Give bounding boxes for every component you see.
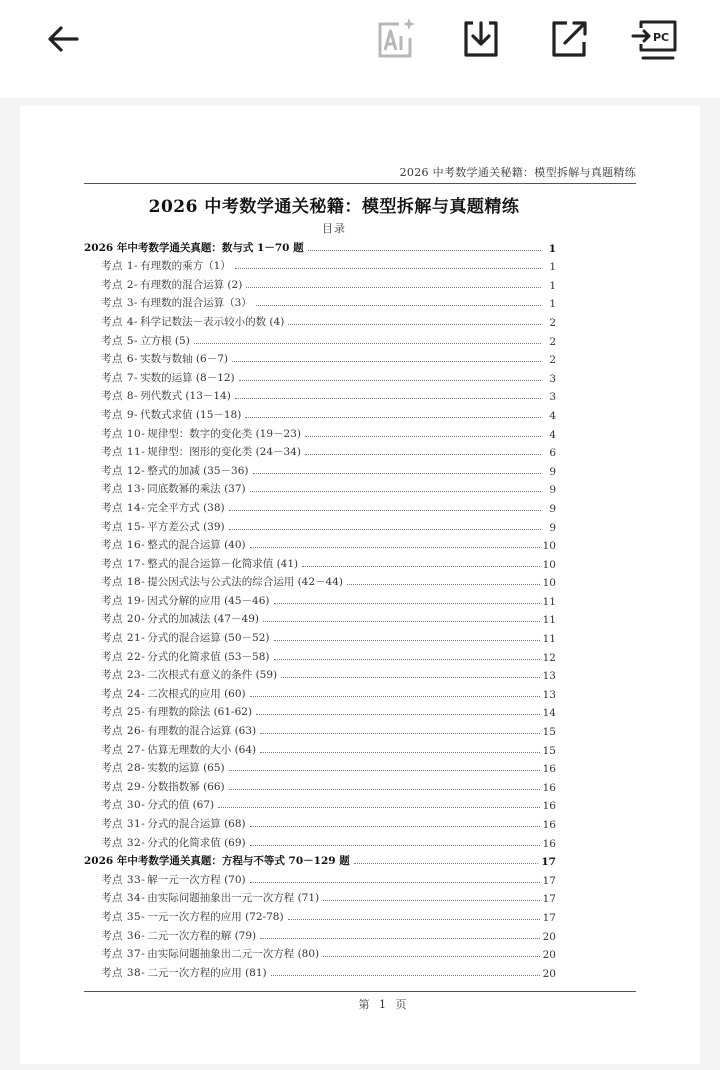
toc-entry-text: 分式的混合运算 (68) xyxy=(147,818,246,830)
toc-item-prefix: 考点 10- xyxy=(101,427,146,440)
toc-page-number: 1 xyxy=(549,279,556,292)
toc-item[interactable] xyxy=(84,943,556,962)
table-of-contents xyxy=(84,236,556,980)
toc-entry-text: 二元一次方程的解 (79) xyxy=(147,929,257,942)
document-page[interactable] xyxy=(20,106,700,1064)
toc-leader-dots xyxy=(235,268,541,269)
toc-item-prefix: 考点 20- xyxy=(101,613,146,626)
toc-item-prefix: 考点 34- xyxy=(101,892,146,905)
toc-entry-text: 一元一次方程的应用 (72-78) xyxy=(147,910,284,923)
toc-entry-text: 实数与数轴 (6－7) xyxy=(140,353,228,366)
toc-leader-dots xyxy=(250,696,540,697)
toc-item[interactable] xyxy=(84,255,556,274)
toc-page-number: 13 xyxy=(542,688,556,701)
toc-item-prefix: 考点 21- xyxy=(101,632,146,645)
toc-page-number: 1 xyxy=(548,242,556,255)
toc-entry-text: 二元一次方程的应用 (81) xyxy=(147,966,267,979)
toc-page-number: 6 xyxy=(549,447,556,460)
header-rule xyxy=(84,183,636,184)
toc-leader-dots xyxy=(323,900,539,901)
toc-item[interactable] xyxy=(84,701,556,720)
toc-item[interactable] xyxy=(84,719,556,738)
toc-item[interactable] xyxy=(84,608,556,627)
toc-item-prefix: 考点 31- xyxy=(101,818,146,830)
toc-item[interactable] xyxy=(84,496,556,515)
toc-entry-text: 二次根式的应用 (60) xyxy=(147,687,246,700)
toc-item-prefix: 考点 12- xyxy=(101,464,146,477)
toc-page-number: 3 xyxy=(549,391,556,404)
toc-item[interactable] xyxy=(84,459,556,478)
toc-item-prefix: 考点 15- xyxy=(101,520,146,533)
toc-page-number: 4 xyxy=(549,428,556,441)
toc-entry-text: 代数式求值 (15－18) xyxy=(140,408,242,421)
toc-item[interactable] xyxy=(84,626,556,645)
toc-item-prefix: 考点 13- xyxy=(101,483,146,496)
toc-leader-dots xyxy=(232,361,541,362)
page-footer: 第 1 页 xyxy=(358,998,410,1011)
toc-entry-text: 二次根式有意义的条件 (59) xyxy=(147,669,278,682)
toc-item[interactable] xyxy=(84,348,556,367)
toc-heading: 目录 xyxy=(322,222,346,235)
toc-item[interactable] xyxy=(84,292,556,311)
toc-item[interactable] xyxy=(84,441,556,460)
toc-leader-dots xyxy=(274,659,540,660)
toc-item[interactable] xyxy=(84,329,556,348)
toc-item-prefix: 考点 37- xyxy=(101,948,146,961)
toc-page-number: 1 xyxy=(549,261,556,274)
toc-item[interactable] xyxy=(84,812,556,831)
toc-item-prefix: 考点 16- xyxy=(101,539,146,552)
toc-item-prefix: 考点 14- xyxy=(101,501,146,514)
toc-item-prefix: 考点 28- xyxy=(101,762,146,775)
toc-item[interactable] xyxy=(84,273,556,292)
toc-item[interactable] xyxy=(84,887,556,906)
open-external-icon xyxy=(547,17,591,61)
toc-chapter[interactable] xyxy=(84,850,556,869)
toc-item-prefix: 考点 6- xyxy=(101,353,139,366)
toc-entry-text: 列代数式 (13－14) xyxy=(140,390,231,403)
toc-item-prefix: 考点 3- xyxy=(101,297,139,310)
toc-leader-dots xyxy=(281,677,539,678)
toc-entry-text: 科学记数法－表示较小的数 (4) xyxy=(140,315,285,328)
toc-leader-dots xyxy=(229,770,540,771)
toc-item-prefix: 考点 9- xyxy=(101,408,139,421)
toc-page-number: 11 xyxy=(542,595,556,608)
toc-entry-text: 有理数的除法 (61-62) xyxy=(147,706,253,719)
toc-item-prefix: 考点 17- xyxy=(101,557,146,570)
toc-entry-text: 分数指数幂 (66) xyxy=(147,780,225,793)
toc-item[interactable] xyxy=(84,645,556,664)
toc-entry-text: 估算无理数的大小 (64) xyxy=(147,743,257,756)
toc-entry-text: 2026 年中考数学通关真题：数与式 1－70 题 xyxy=(84,241,304,254)
toc-page-number: 14 xyxy=(542,707,556,720)
toc-item-prefix: 考点 7- xyxy=(101,371,139,384)
toc-leader-dots xyxy=(250,845,540,846)
toc-page-number: 3 xyxy=(549,372,556,385)
toc-leader-dots xyxy=(260,752,539,753)
send-to-pc-icon xyxy=(631,16,679,62)
toc-leader-dots xyxy=(323,956,539,957)
toc-page-number: 13 xyxy=(542,670,556,683)
open-external-button[interactable] xyxy=(544,14,594,64)
toc-page-number: 16 xyxy=(542,837,556,850)
toc-leader-dots xyxy=(305,454,541,455)
toc-entry-text: 由实际问题抽象出一元一次方程 (71) xyxy=(147,892,320,905)
toc-page-number: 16 xyxy=(542,819,556,831)
toc-leader-dots xyxy=(274,640,540,641)
back-button[interactable] xyxy=(38,14,88,64)
toc-entry-text: 分式的值 (67) xyxy=(147,799,215,812)
toc-item-prefix: 考点 23- xyxy=(101,669,146,682)
toc-page-number: 9 xyxy=(549,465,556,478)
toc-item-prefix: 考点 35- xyxy=(101,910,146,923)
toc-leader-dots xyxy=(250,547,540,548)
toc-page-number: 10 xyxy=(542,558,556,571)
toc-item-prefix: 考点 11- xyxy=(101,446,146,459)
toc-page-number: 16 xyxy=(542,781,556,794)
toc-leader-dots xyxy=(305,436,541,437)
toc-entry-text: 分式的化简求值 (69) xyxy=(147,836,246,849)
toc-leader-dots xyxy=(347,584,540,585)
toc-leader-dots xyxy=(250,826,540,827)
toc-leader-dots xyxy=(256,714,540,715)
toc-item[interactable] xyxy=(84,478,556,497)
toc-leader-dots xyxy=(253,473,541,474)
toc-leader-dots xyxy=(239,380,541,381)
toc-leader-dots xyxy=(263,621,540,622)
toc-item[interactable] xyxy=(84,775,556,794)
toc-leader-dots xyxy=(308,250,541,251)
download-button[interactable] xyxy=(456,14,506,64)
toc-page-number: 2 xyxy=(549,354,556,367)
toc-item[interactable] xyxy=(84,552,556,571)
toc-item-prefix: 考点 8- xyxy=(101,390,139,403)
toc-item-prefix: 考点 36- xyxy=(101,929,146,942)
toc-item-prefix: 考点 29- xyxy=(101,780,146,793)
toc-entry-text: 有理数的混合运算 (63) xyxy=(147,725,257,738)
download-icon xyxy=(459,17,503,61)
toc-page-number: 17 xyxy=(542,911,556,924)
toc-leader-dots xyxy=(250,882,540,883)
toc-item[interactable] xyxy=(84,757,556,776)
toc-leader-dots xyxy=(229,529,541,530)
toc-leader-dots xyxy=(229,510,541,511)
toc-item-prefix: 考点 1- xyxy=(101,260,139,273)
toc-item[interactable] xyxy=(84,403,556,422)
toc-item-prefix: 考点 4- xyxy=(101,315,139,328)
toc-item-prefix: 考点 24- xyxy=(101,687,146,700)
toc-entry-text: 提公因式法与公式法的综合运用 (42－44) xyxy=(147,576,344,589)
toc-item-prefix: 考点 2- xyxy=(101,278,139,291)
toc-leader-dots xyxy=(218,807,539,808)
toc-item[interactable] xyxy=(84,310,556,329)
toc-item[interactable] xyxy=(84,589,556,608)
toc-leader-dots xyxy=(245,417,541,418)
toc-page-number: 9 xyxy=(549,521,556,534)
toc-entry-text: 整式的加减 (35－36) xyxy=(147,464,249,477)
svg-text:PC: PC xyxy=(653,31,670,44)
toc-item-prefix: 考点 38- xyxy=(101,966,146,979)
toc-item[interactable] xyxy=(84,385,556,404)
toc-page-number: 10 xyxy=(542,577,556,590)
toc-entry-text: 完全平方式 (38) xyxy=(147,501,225,514)
toc-leader-dots xyxy=(235,398,541,399)
toc-leader-dots xyxy=(260,938,539,939)
toc-entry-text: 立方根 (5) xyxy=(140,334,190,347)
toc-item-prefix: 考点 33- xyxy=(101,873,146,886)
toc-item[interactable] xyxy=(84,515,556,534)
toc-item[interactable] xyxy=(84,868,556,887)
toc-item-prefix: 考点 25- xyxy=(101,706,146,719)
toc-item-prefix: 考点 5- xyxy=(101,334,139,347)
toc-entry-text: 分式的化简求值 (53－58) xyxy=(147,650,270,663)
toc-item[interactable] xyxy=(84,905,556,924)
toc-page-number: 2 xyxy=(549,316,556,329)
toc-leader-dots xyxy=(288,324,541,325)
toc-item-prefix: 考点 32- xyxy=(101,836,146,849)
send-to-pc-button[interactable] xyxy=(630,14,680,64)
toc-page-number: 9 xyxy=(549,484,556,497)
toc-entry-text: 实数的运算 (65) xyxy=(147,762,225,775)
toc-leader-dots xyxy=(302,566,539,567)
ai-sparkle-icon xyxy=(372,16,418,62)
toc-item[interactable] xyxy=(84,366,556,385)
toc-page-number: 11 xyxy=(542,614,556,627)
toc-page-number: 16 xyxy=(542,800,556,813)
toc-entry-text: 规律型：数字的变化类 (19－23) xyxy=(147,427,302,440)
toc-item-prefix: 考点 22- xyxy=(101,650,146,663)
toc-page-number: 17 xyxy=(542,874,556,887)
toc-leader-dots xyxy=(194,343,541,344)
running-header: 2026 中考数学通关秘籍：模型拆解与真题精练 xyxy=(399,166,636,179)
toc-leader-dots xyxy=(250,491,541,492)
toc-page-number: 4 xyxy=(549,409,556,422)
toc-page-number: 11 xyxy=(542,633,556,646)
toc-page-number: 15 xyxy=(542,744,556,757)
toc-item[interactable] xyxy=(84,664,556,683)
toc-item-prefix: 考点 19- xyxy=(101,594,146,607)
toc-leader-dots xyxy=(271,975,540,976)
toc-leader-dots xyxy=(256,305,541,306)
toc-entry-text: 因式分解的应用 (45－46) xyxy=(147,594,270,607)
toc-page-number: 15 xyxy=(542,726,556,739)
toc-item[interactable] xyxy=(84,794,556,813)
top-toolbar xyxy=(0,0,720,98)
toc-page-number: 10 xyxy=(542,540,556,553)
toc-item-prefix: 考点 27- xyxy=(101,743,146,756)
footer-rule xyxy=(84,991,636,992)
toc-page-number: 1 xyxy=(549,298,556,311)
toc-page-number: 9 xyxy=(549,502,556,515)
ai-button[interactable] xyxy=(370,14,420,64)
toc-item-prefix: 考点 26- xyxy=(101,725,146,738)
toc-entry-text: 实数的运算 (8－12) xyxy=(140,371,235,384)
toc-item[interactable] xyxy=(84,534,556,553)
toc-page-number: 20 xyxy=(542,949,556,962)
arrow-left-icon xyxy=(43,19,83,59)
toc-entry-text: 同底数幂的乘法 (37) xyxy=(147,483,246,496)
toc-leader-dots xyxy=(354,863,539,864)
toc-page-number: 16 xyxy=(542,763,556,776)
toc-leader-dots xyxy=(274,603,540,604)
toc-item[interactable] xyxy=(84,682,556,701)
toc-page-number: 20 xyxy=(542,930,556,943)
document-title: 2026 中考数学通关秘籍：模型拆解与真题精练 xyxy=(148,197,520,217)
toc-leader-dots xyxy=(260,733,539,734)
toc-page-number: 17 xyxy=(542,893,556,906)
toc-item[interactable] xyxy=(84,422,556,441)
toc-leader-dots xyxy=(246,287,541,288)
toc-leader-dots xyxy=(288,919,540,920)
toc-entry-text: 由实际问题抽象出二元一次方程 (80) xyxy=(147,948,320,961)
toc-item[interactable] xyxy=(84,738,556,757)
toc-entry-text: 整式的混合运算－化简求值 (41) xyxy=(147,557,299,570)
toc-entry-text: 有理数的乘方（1） xyxy=(140,260,231,273)
toc-entry-text: 平方差公式 (39) xyxy=(147,520,225,533)
toc-entry-text: 整式的混合运算 (40) xyxy=(147,539,246,552)
toc-entry-text: 有理数的混合运算（3） xyxy=(140,297,252,310)
toc-leader-dots xyxy=(229,789,540,790)
toc-item-prefix: 考点 18- xyxy=(101,576,146,589)
toc-item[interactable] xyxy=(84,961,556,980)
toc-item-prefix: 考点 30- xyxy=(101,799,146,812)
toc-entry-text: 规律型：图形的变化类 (24－34) xyxy=(147,446,302,459)
toc-item[interactable] xyxy=(84,924,556,943)
toc-page-number: 17 xyxy=(541,856,556,869)
toc-entry-text: 解一元一次方程 (70) xyxy=(147,873,246,886)
toc-chapter[interactable] xyxy=(84,236,556,255)
toc-entry-text: 2026 年中考数学通关真题：方程与不等式 70－129 题 xyxy=(84,855,350,868)
toc-item[interactable] xyxy=(84,571,556,590)
toc-page-number: 12 xyxy=(542,651,556,664)
toc-entry-text: 分式的加减法 (47－49) xyxy=(147,613,260,626)
toc-entry-text: 有理数的混合运算 (2) xyxy=(140,278,243,291)
toc-page-number: 2 xyxy=(549,335,556,348)
toc-entry-text: 分式的混合运算 (50－52) xyxy=(147,632,270,645)
toc-item[interactable] xyxy=(84,831,556,850)
toc-page-number: 20 xyxy=(542,967,556,980)
